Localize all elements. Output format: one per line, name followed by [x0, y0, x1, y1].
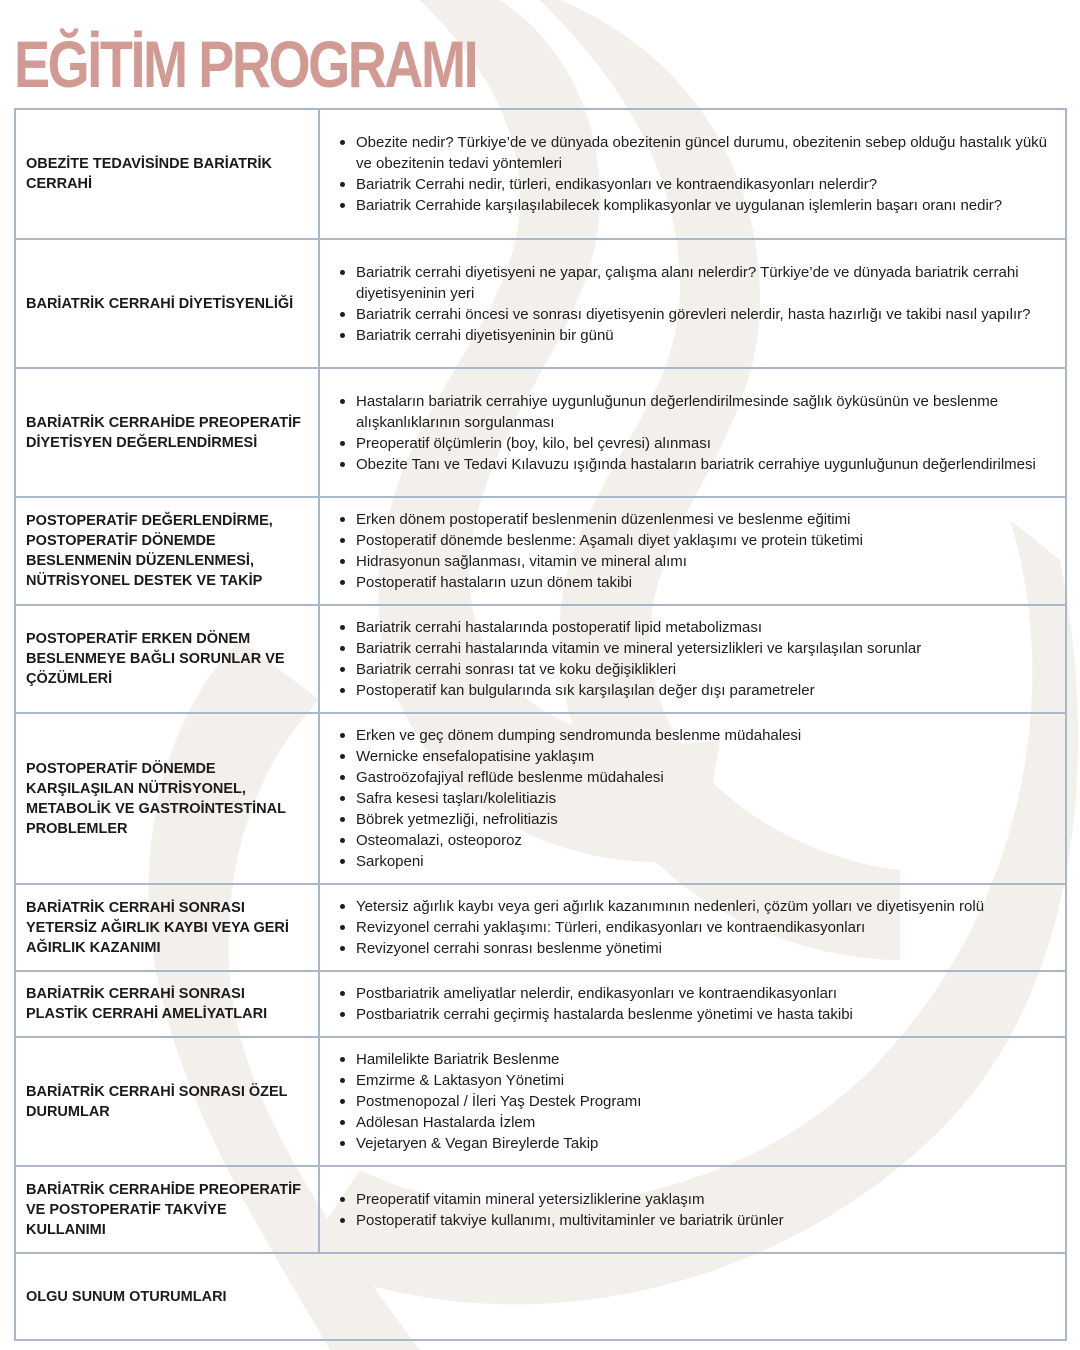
- program-row: [15, 1037, 1066, 1166]
- program-row: [15, 884, 1066, 971]
- bullet-item: Revizyonel cerrahi sonrası beslenme yönetimi: [356, 938, 1051, 959]
- bullet-item: Hidrasyonun sağlanması, vitamin ve mineral alımı: [356, 551, 1051, 572]
- program-row-final: [15, 1253, 1066, 1340]
- items-cell: [319, 1037, 1066, 1166]
- program-row: [15, 605, 1066, 713]
- bullet-list: [320, 725, 1051, 872]
- bullet-item: Gastroözofajiyal reflüde beslenme müdahalesi: [356, 767, 1051, 788]
- bullet-item: Hamilelikte Bariatrik Beslenme: [356, 1049, 1051, 1070]
- program-row: [15, 497, 1066, 605]
- bullet-item: Bariatrik cerrahi diyetisyeni ne yapar, çalışma alanı nelerdir? Türkiye’de ve dünyada bariatrik cerrahi diyetisyeninin yeri: [356, 262, 1051, 304]
- bullet-item: Yetersiz ağırlık kaybı veya geri ağırlık kazanımının nedenleri, çözüm yolları ve diyetisyenin rolü: [356, 896, 1051, 917]
- bullet-item: Vejetaryen & Vegan Bireylerde Takip: [356, 1133, 1051, 1154]
- items-cell: [319, 109, 1066, 239]
- program-table: [14, 108, 1067, 1341]
- bullet-item: Postoperatif takviye kullanımı, multivitaminler ve bariatrik ürünler: [356, 1210, 1051, 1231]
- bullet-list: [320, 391, 1051, 475]
- bullet-item: Postoperatif hastaların uzun dönem takibi: [356, 572, 1051, 593]
- bullet-list: [320, 617, 1051, 701]
- topic-cell: BARİATRİK CERRAHİ SONRASI YETERSİZ AĞIRLIK KAYBI VEYA GERİ AĞIRLIK KAZANIMI: [15, 884, 319, 971]
- topic-cell: BARİATRİK CERRAHİ SONRASI ÖZEL DURUMLAR: [15, 1037, 319, 1166]
- bullet-item: Preoperatif ölçümlerin (boy, kilo, bel çevresi) alınması: [356, 433, 1051, 454]
- page-title: EĞİTİM PROGRAMI: [14, 27, 477, 101]
- bullet-item: Bariatrik cerrahi diyetisyeninin bir günü: [356, 325, 1051, 346]
- items-cell: [319, 239, 1066, 368]
- topic-cell: BARİATRİK CERRAHİDE PREOPERATİF VE POSTOPERATİF TAKVİYE KULLANIMI: [15, 1166, 319, 1253]
- bullet-item: Safra kesesi taşları/kolelitiazis: [356, 788, 1051, 809]
- bullet-item: Postbariatrik ameliyatlar nelerdir, endikasyonları ve kontraendikasyonları: [356, 983, 1051, 1004]
- bullet-list: [320, 1049, 1051, 1154]
- topic-cell: OBEZİTE TEDAVİSİNDE BARİATRİK CERRAHİ: [15, 109, 319, 239]
- bullet-item: Postbariatrik cerrahi geçirmiş hastalarda beslenme yönetimi ve hasta takibi: [356, 1004, 1051, 1025]
- bullet-item: Postmenopozal / İleri Yaş Destek Programı: [356, 1091, 1051, 1112]
- bullet-item: Wernicke ensefalopatisine yaklaşım: [356, 746, 1051, 767]
- items-cell: [319, 884, 1066, 971]
- bullet-item: Preoperatif vitamin mineral yetersizliklerine yaklaşım: [356, 1189, 1051, 1210]
- bullet-item: Erken dönem postoperatif beslenmenin düzenlenmesi ve beslenme eğitimi: [356, 509, 1051, 530]
- bullet-item: Hastaların bariatrik cerrahiye uygunluğunun değerlendirilmesinde sağlık öyküsünün ve beslenme alışkanlıklarının sorgulanması: [356, 391, 1051, 433]
- topic-cell: BARİATRİK CERRAHİ DİYETİSYENLİĞİ: [15, 239, 319, 368]
- bullet-list: [320, 262, 1051, 346]
- bullet-item: Bariatrik cerrahi hastalarında vitamin ve mineral yetersizlikleri ve karşılaşılan sorunlar: [356, 638, 1051, 659]
- program-row: [15, 368, 1066, 497]
- program-row: [15, 971, 1066, 1037]
- bullet-item: Sarkopeni: [356, 851, 1051, 872]
- bullet-list: [320, 896, 1051, 959]
- bullet-list: [320, 983, 1051, 1025]
- bullet-item: Bariatrik Cerrahide karşılaşılabilecek komplikasyonlar ve uygulanan işlemlerin başarı oranı nedir?: [356, 195, 1051, 216]
- bullet-item: Bariatrik cerrahi sonrası tat ve koku değişiklikleri: [356, 659, 1051, 680]
- bullet-item: Obezite nedir? Türkiye’de ve dünyada obezitenin güncel durumu, obezitenin sebep olduğu hastalık yükü ve obezitenin tedavi yöntemleri: [356, 132, 1051, 174]
- items-cell: [319, 1166, 1066, 1253]
- topic-cell: POSTOPERATİF DEĞERLENDİRME, POSTOPERATİF DÖNEMDE BESLENMENİN DÜZENLENMESİ, NÜTRİSYONEL DESTEK VE TAKİP: [15, 497, 319, 605]
- bullet-item: Bariatrik cerrahi öncesi ve sonrası diyetisyenin görevleri nelerdir, hasta hazırlığı ve takibi nasıl yapılır?: [356, 304, 1051, 325]
- case-presentation-cell: OLGU SUNUM OTURUMLARI: [15, 1253, 1066, 1340]
- bullet-item: Bariatrik Cerrahi nedir, türleri, endikasyonları ve kontraendikasyonları nelerdir?: [356, 174, 1051, 195]
- topic-cell: POSTOPERATİF ERKEN DÖNEM BESLENMEYE BAĞLI SORUNLAR VE ÇÖZÜMLERİ: [15, 605, 319, 713]
- bullet-list: [320, 509, 1051, 593]
- bullet-item: Postoperatif kan bulgularında sık karşılaşılan değer dışı parametreler: [356, 680, 1051, 701]
- topic-cell: BARİATRİK CERRAHİ SONRASI PLASTİK CERRAHİ AMELİYATLARI: [15, 971, 319, 1037]
- bullet-list: [320, 132, 1051, 216]
- bullet-item: Emzirme & Laktasyon Yönetimi: [356, 1070, 1051, 1091]
- topic-cell: BARİATRİK CERRAHİDE PREOPERATİF DİYETİSYEN DEĞERLENDİRMESİ: [15, 368, 319, 497]
- items-cell: [319, 368, 1066, 497]
- program-row: [15, 1166, 1066, 1253]
- bullet-item: Postoperatif dönemde beslenme: Aşamalı diyet yaklaşımı ve protein tüketimi: [356, 530, 1051, 551]
- items-cell: [319, 971, 1066, 1037]
- program-row: [15, 239, 1066, 368]
- bullet-item: Adölesan Hastalarda İzlem: [356, 1112, 1051, 1133]
- items-cell: [319, 713, 1066, 884]
- bullet-item: Revizyonel cerrahi yaklaşımı: Türleri, endikasyonları ve kontraendikasyonları: [356, 917, 1051, 938]
- program-row: [15, 713, 1066, 884]
- bullet-item: Bariatrik cerrahi hastalarında postoperatif lipid metabolizması: [356, 617, 1051, 638]
- items-cell: [319, 605, 1066, 713]
- bullet-item: Osteomalazi, osteoporoz: [356, 830, 1051, 851]
- bullet-list: [320, 1189, 1051, 1231]
- program-row: [15, 109, 1066, 239]
- topic-cell: POSTOPERATİF DÖNEMDE KARŞILAŞILAN NÜTRİSYONEL, METABOLİK VE GASTROİNTESTİNAL PROBLEMLER: [15, 713, 319, 884]
- items-cell: [319, 497, 1066, 605]
- bullet-item: Böbrek yetmezliği, nefrolitiazis: [356, 809, 1051, 830]
- program-table-body: [15, 109, 1066, 1340]
- bullet-item: Obezite Tanı ve Tedavi Kılavuzu ışığında hastaların bariatrik cerrahiye uygunluğunun değerlendirilmesi: [356, 454, 1051, 475]
- bullet-item: Erken ve geç dönem dumping sendromunda beslenme müdahalesi: [356, 725, 1051, 746]
